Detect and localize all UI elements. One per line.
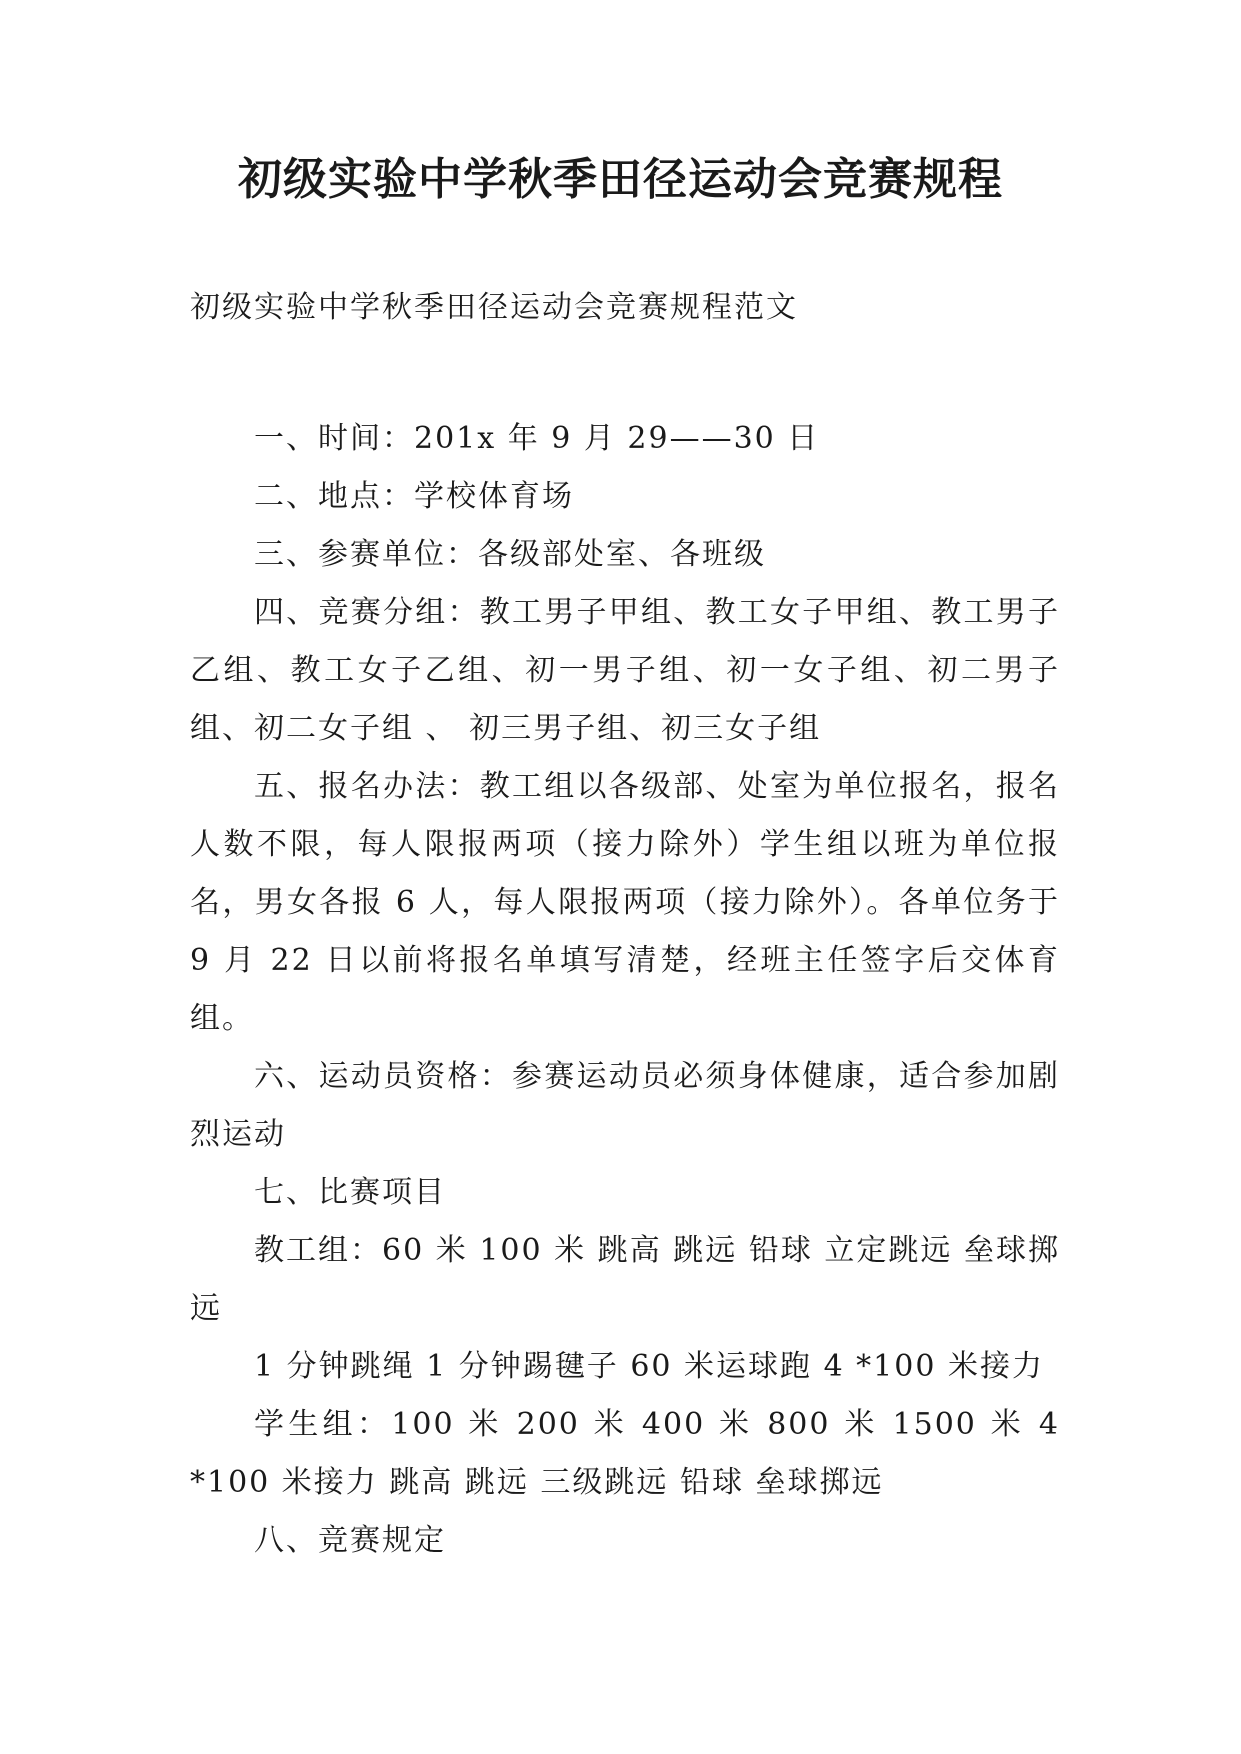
paragraph-groups: 四、竞赛分组：教工男子甲组、教工女子甲组、教工男子乙组、教工女子乙组、初一男子组、初一女子组、初二男子组、初二女子组 、 初三男子组、初三女子组 [190,595,1060,746]
paragraph-rules-heading: 八、竞赛规定 [254,1523,446,1558]
paragraph-staff-events: 教工组：60 米 100 米 跳高 跳远 铅球 立定跳远 垒球掷远 [190,1233,1060,1326]
paragraph-participants: 三、参赛单位：各级部处室、各班级 [254,537,766,572]
paragraph-registration: 五、报名办法：教工组以各级部、处室为单位报名，报名人数不限，每人限报两项（接力除外）学生组以班为单位报名，男女各报 6 人，每人限报两项（接力除外）。各单位务于 9 月 22 日以前将报名单填写清楚，经班主任签字后交体育组。 [190,769,1060,1036]
paragraph-student-events: 学生组：100 米 200 米 400 米 800 米 1500 米 4 *100 米接力 跳高 跳远 三级跳远 铅球 垒球掷远 [190,1407,1060,1500]
paragraph-events-heading: 七、比赛项目 [254,1175,446,1210]
document-body [190,410,1060,1570]
paragraph-staff-events-2: 1 分钟跳绳 1 分钟踢毽子 60 米运球跑 4 *100 米接力 [254,1349,1044,1384]
paragraph-eligibility: 六、运动员资格：参赛运动员必须身体健康，适合参加剧烈运动 [190,1059,1060,1152]
paragraph-time: 一、时间：201x 年 9 月 29——30 日 [254,421,820,456]
paragraph-location: 二、地点：学校体育场 [254,479,574,514]
document-title: 初级实验中学秋季田径运动会竞赛规程 [238,154,1003,205]
document-subtitle: 初级实验中学秋季田径运动会竞赛规程范文 [190,290,798,325]
